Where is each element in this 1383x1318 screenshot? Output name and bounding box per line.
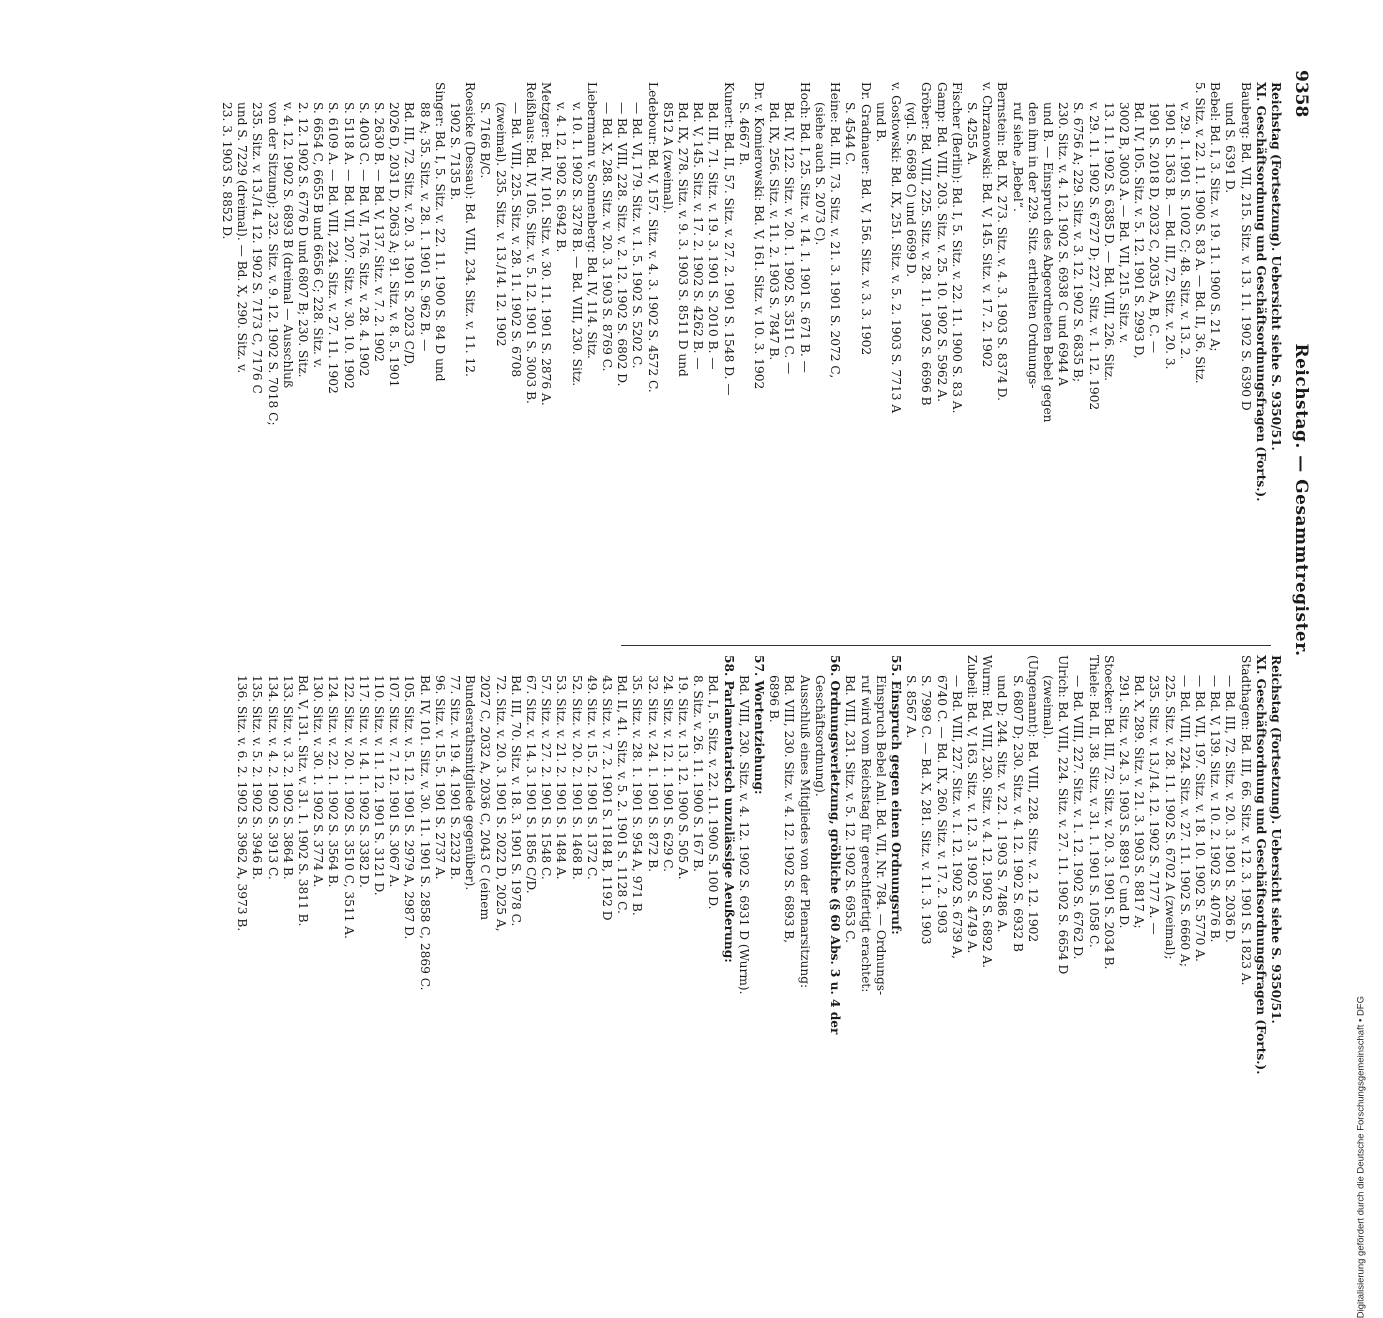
text-line: Bernstein: Bd. IX, 273. Sitz. v. 4. 3. 1903 S. 8374 D. <box>995 82 1010 401</box>
text-line: S. 6807 D; 230. Sitz. v. 4. 12. 1902 S. 6932 B <box>1010 675 1025 952</box>
text-line: 8. Sitz. v. 26. 11. 1900 S. 167 B. <box>691 675 706 873</box>
text-line: — Bd. VIII, 227. Sitz. v. 1. 12. 1902 S. 6739 A, <box>949 675 964 959</box>
text-line: Dr. Gradnauer: Bd. V, 156. Sitz. v. 3. 3. 1902 <box>858 82 873 356</box>
text-line: S. 4667 B. <box>736 102 751 166</box>
text-line: Bebel: Bd. I, 3. Sitz. v. 19. 11. 1900 S. 21 A; <box>1208 82 1223 352</box>
text-line: Bd. V, 131. Sitz. v. 31. 1. 1902 S. 3811 B. <box>296 675 310 927</box>
text-line: 72. Sitz. v. 20. 3. 1901 S. 2022 D, 2025 A, <box>493 675 508 932</box>
text-line: Bd. V, 145. Sitz. v. 17. 2. 1902 S. 4262 B. — <box>691 102 706 370</box>
text-line: 58. Parlamentarisch unzulässige Aeußerung: <box>721 655 736 963</box>
text-line: Bd. IV, 122. Sitz. v. 20. 1. 1902 S. 3511 C. — <box>782 102 797 375</box>
text-line: Bd. III, 71. Sitz. v. 19. 3. 1901 S. 2010 B. — <box>706 102 721 370</box>
text-line: S. 4003 C. — Bd. VI, 176. Sitz. v. 28. 4. 1902 <box>356 102 371 377</box>
text-line: 107. Sitz. v. 7. 12. 1901 S. 3067 A. <box>387 675 402 888</box>
text-line: S. 6654 C, 6655 B und 6656 C; 228. Sitz. v. <box>311 102 326 369</box>
text-line: Wurm: Bd. VIII, 230. Sitz. v. 4. 12. 1902 S. 6892 A. <box>980 655 995 969</box>
text-line: Ausschluß eines Mitgliedes von der Plenarsitzung: <box>797 675 812 989</box>
text-line: 6896 B. <box>767 675 782 723</box>
text-line: 55. Einspruch gegen einen Ordnungsruf: <box>888 655 903 935</box>
text-line: S. 7166 B/C. <box>478 102 493 179</box>
text-line: 43. Sitz. v. 7. 2. 1901 S. 1184 B, 1192 D <box>600 675 615 921</box>
text-line: Gamp: Bd. VIII, 203. Sitz. v. 25. 10. 1902 S. 5962 A. <box>934 82 949 402</box>
text-line: Reißhaus: Bd. IV, 105. Sitz. v. 5. 12. 1901 S. 3003 B. <box>524 82 539 404</box>
text-line: Einspruch Bebel Anl. Bd. VII, Nr. 784. — Ordnungs- <box>873 675 888 996</box>
text-line: Thiele: Bd. II, 38. Sitz. v. 31. 1. 1901 S. 1058 C. <box>1086 655 1101 948</box>
text-line: 135. Sitz. v. 5. 2. 1902 S. 3946 B. <box>250 675 265 880</box>
text-line: — Bd. VIII, 228. Sitz. v. 2. 12. 1902 S. 6802 D. <box>615 102 630 387</box>
text-line: 53. Sitz. v. 21. 2. 1901 S. 1484 A. <box>554 675 569 880</box>
text-line: von der Sitzung); 232. Sitz. v. 9. 12. 1902 S. 7018 C; <box>265 102 280 426</box>
text-line: 24. Sitz. v. 12. 1. 1901 S. 629 C. <box>660 675 675 872</box>
text-line: 32. Sitz. v. 24. 1. 1901 S. 872 B. <box>645 675 660 873</box>
dfg-footer: Digitalisierung gefördert durch die Deutsche Forschungsgemeinschaft • DFG <box>1355 996 1366 1318</box>
text-line: 291. Sitz. v. 24. 3. 1903 S. 8891 C und D. <box>1116 675 1131 929</box>
text-line: und S. 7229 (dreimal). — Bd. X, 290. Sitz. v. <box>235 102 250 374</box>
text-line: S. 8567 A. <box>904 675 919 739</box>
text-line: v. 29. 1. 1901 S. 1002 C; 48. Sitz. v. 13. 2. <box>1177 102 1192 360</box>
text-line: 57. Sitz. v. 27. 2. 1901 S. 1548 C. <box>539 675 554 880</box>
text-line: 49. Sitz. v. 15. 2. 1901 S. 1372 C. <box>584 675 599 880</box>
text-line: und B. <box>873 102 888 143</box>
text-line: 2026 D, 2031 D, 2063 A; 91. Sitz. v. 8. 5. 1901 <box>387 102 402 388</box>
text-line: den ihm in der 229. Sitz. ertheilten Ordnungs- <box>1025 102 1040 389</box>
text-line: Zubeil: Bd. V, 163. Sitz. v. 12. 3. 1902 S. 4749 A. <box>964 655 979 954</box>
text-line: 1901 S. 1363 B. — Bd. III, 72. Sitz. v. 20. 3. <box>1162 102 1177 370</box>
text-line: (Ungenannt): Bd. VIII, 228. Sitz. v. 2. 12. 1902 <box>1025 655 1040 943</box>
text-line: (zweimal). <box>1040 675 1055 740</box>
text-line: Fischer (Berlin): Bd. I, 5. Sitz. v. 22. 11. 1900 S. 83 A. <box>949 82 964 414</box>
text-line: Reichstag (Fortsetzung). Uebersicht siehe S. 9350/51. <box>1269 82 1283 451</box>
text-line: Bd. I, 5. Sitz. v. 22. 11. 1900 S. 100 D. <box>706 675 721 910</box>
text-line: Bd. II, 41. Sitz. v. 5. 2. 1901 S. 1128 C. <box>615 675 630 914</box>
text-line: Bd. IX, 278. Sitz. v. 9. 3. 1903 S. 8511 D und <box>676 102 691 377</box>
column-divider <box>621 645 1271 646</box>
text-line: Bd. IV, 101. Sitz. v. 30. 11. 1901 S. 2858 C, 2869 C. <box>417 675 432 991</box>
text-line: v. 29. 11. 1902 S. 6727 D; 227. Sitz. v. 1. 12. 1902 <box>1086 102 1101 411</box>
text-line: 6740 C. — Bd. IX, 260. Sitz. v. 17. 2. 1903 <box>934 675 949 934</box>
text-line: v. Chrzanowski: Bd. V, 145. Sitz. v. 17. 2. 1902 <box>980 82 995 368</box>
text-line: XI. Geschäftsordnung und Geschäftsordnungsfragen (Forts.). <box>1253 655 1268 1075</box>
text-line: — Bd. VIII, 227. Sitz. v. 1. 12. 1902 S. 6762 D. <box>1071 675 1086 960</box>
text-line: Ledebour: Bd. V, 157. Sitz. v. 4. 3. 1902 S. 4572 C. <box>645 82 660 393</box>
text-line: Ulrich: Bd. VIII, 224. Sitz. v. 27. 11. 1902 S. 6654 D <box>1056 655 1071 975</box>
text-line: 2. 12. 1902 S. 6776 D und 6807 B; 230. Sitz. <box>296 102 310 378</box>
left-column <box>219 82 1283 637</box>
text-line: Heine: Bd. III, 73. Sitz. v. 21. 3. 1901 S. 2072 C, <box>828 82 843 379</box>
text-line: und S. 6391 D. <box>1223 102 1238 194</box>
text-line: 96. Sitz. v. 15. 5. 1901 S. 2737 A. <box>432 675 447 880</box>
text-line: 133. Sitz. v. 3. 2. 1902 S. 3864 B. <box>280 675 295 880</box>
text-line: und D; 244. Sitz. v. 22. 1. 1903 S. 7486 A. <box>995 675 1010 933</box>
text-line: Gröber: Bd. VIII, 225. Sitz. v. 28. 11. 1902 S. 6696 B <box>919 82 934 406</box>
text-line: 8512 A (zweimal). <box>660 102 675 214</box>
text-line: 1901 S. 2018 D, 2032 C, 2035 A, B, C. — <box>1147 102 1162 354</box>
text-line: Roesicke (Dessau): Bd. VIII, 234. Sitz. v. 11. 12. <box>463 82 478 377</box>
text-line: Stadthagen: Bd. III, 66. Sitz. v. 12. 3. 1901 S. 1823 A. <box>1238 655 1253 986</box>
text-line: (siehe auch S. 2073 C). <box>812 102 827 246</box>
text-line: 19. Sitz. v. 13. 12. 1900 S. 505 A. <box>676 675 691 880</box>
text-line: 57. Wortentziehung: <box>752 655 767 795</box>
text-line: Metzger: Bd. IV, 101. Sitz. v. 30. 11. 1901 S. 2876 A. <box>539 82 554 406</box>
text-line: und B. — Einspruch des Abgeordneten Bebel gegen <box>1040 102 1055 423</box>
text-line: Singer: Bd. I, 5. Sitz. v. 22. 11. 1900 S. 84 D und <box>432 82 447 382</box>
right-column <box>234 655 1283 1235</box>
text-line: 3002 B, 3003 A. — Bd. VII, 215. Sitz. v. <box>1116 102 1131 344</box>
text-line: Reichstag (Fortsetzung). Uebersicht siehe S. 9350/51. <box>1269 655 1283 1024</box>
text-line: S. 6109 A. — Bd. VIII, 224. Sitz. v. 27. 11. 1902 <box>326 102 341 394</box>
text-line: 130. Sitz. v. 30. 1. 1902 S. 3774 A. <box>311 675 326 888</box>
text-line: — Bd. VIII, 225. Sitz. v. 28. 11. 1902 S. 6708 <box>508 102 523 378</box>
text-line: Hoch: Bd. I, 25. Sitz. v. 14. 1. 1901 S. 671 B. — <box>797 82 812 373</box>
text-line: 2027 C, 2032 A, 2036 C, 2043 C (einem <box>478 675 493 921</box>
text-line: S. 4255 A. <box>964 102 979 166</box>
text-line: Liebermann v. Sonnenberg: Bd. IV, 114. Sitz. <box>584 82 599 359</box>
text-line: v. 4. 12. 1902 S. 6942 B. <box>554 102 569 253</box>
text-line: 77. Sitz. v. 19. 4. 1901 S. 2232 B. <box>448 675 463 880</box>
text-line: — Bd. VII, 197. Sitz. v. 18. 10. 1902 S. 5770 A. <box>1192 675 1207 962</box>
text-line: — Bd. III, 72. Sitz. v. 20. 3. 1901 S. 2036 D. <box>1223 675 1238 943</box>
text-line: S. 6756 A; 229. Sitz. v. 3. 12. 1902 S. 6835 B; <box>1071 102 1086 383</box>
text-line: 124. Sitz. v. 22. 1. 1902 S. 3564 B. <box>326 675 341 888</box>
text-line: 134. Sitz. v. 4. 2. 1902 S. 3913 C. <box>265 675 280 880</box>
text-line: Bd. VIII, 230. Sitz. v. 4. 12. 1902 S. 6931 D (Wurm). <box>736 675 751 995</box>
text-line: 122. Sitz. v. 20. 1. 1902 S. 3510 C, 3511 A. <box>341 675 356 939</box>
text-line: Bd. IV, 105. Sitz. v. 5. 12. 1901 S. 2993 D, <box>1132 102 1147 359</box>
text-line: — Bd. VI, 179. Sitz. v. 1. 5. 1902 S. 5202 C. <box>630 102 645 369</box>
text-line: XI. Geschäftsordnung und Geschäftsordnungsfragen (Forts.). <box>1253 82 1268 502</box>
text-line: v. 4. 12. 1902 S. 6893 B (dreimal — Ausschluß <box>280 102 295 389</box>
text-line: (vgl. S. 6698 C) und 6699 D. <box>904 102 919 278</box>
text-line: (zweimal). 235. Sitz. v. 13./14. 12. 1902 <box>493 102 508 347</box>
text-line: Bd. VIII, 230. Sitz. v. 4. 12. 1902 S. 6893 B, <box>782 675 797 944</box>
text-line: — Bd. V, 139. Sitz. v. 10. 2. 1902 S. 4076 B. <box>1208 675 1223 943</box>
text-line: 117. Sitz. v. 14. 1. 1902 S. 3382 D. <box>356 675 371 888</box>
text-line: 136. Sitz. v. 6. 2. 1902 S. 3962 A, 3973 B. <box>235 675 250 932</box>
text-line: ruf wird vom Reichstag für gerechtfertigt erachtet: <box>858 675 873 993</box>
text-line: Bd. IX, 256. Sitz. v. 11. 2. 1903 S. 7847 B. <box>767 102 782 361</box>
text-line: ruf siehe „Bebel“. <box>1010 102 1025 212</box>
text-line: 23. 3. 1903 S. 8852 D. <box>219 102 234 240</box>
text-line: Geschäftsordnung). <box>812 675 827 797</box>
text-line: v. 10. 1. 1902 S. 3278 B. — Bd. VIII, 230. Sitz. <box>569 102 584 387</box>
text-line: 56. Ordnungsverletzung, gröbliche (§ 60 Abs. 3 u. 4 der <box>828 655 843 1035</box>
text-line: S. 2630 B. — Bd. V, 137. Sitz. v. 7. 2. 1902 <box>372 102 387 362</box>
text-line: Bd. III, 70. Sitz. v. 18. 3. 1901 S. 1978 C. <box>508 675 523 927</box>
text-line: — Bd. VIII, 224. Sitz. v. 27. 11. 1902 S. 6660 A; <box>1177 675 1192 967</box>
text-line: 235. Sitz. v. 13./14. 12. 1902 S. 7173 C, 7176 C <box>250 102 265 394</box>
text-line: Dr. v. Komierowski: Bd. V, 161. Sitz. v. 10. 3. 1902 <box>752 82 767 390</box>
text-line: 88 A; 35. Sitz. v. 28. 1. 1901 S. 962 B. — <box>417 102 432 352</box>
text-line: Bundesrathsmitgliede gegenüber). <box>463 675 478 891</box>
text-line: 105. Sitz. v. 5. 12. 1901 S. 2979 A, 2987 D. <box>402 675 417 940</box>
text-line: 52. Sitz. v. 20. 2. 1901 S. 1468 B. <box>569 675 584 880</box>
text-line: S. 5118 A. — Bd. VII, 207. Sitz. v. 30. 10. 1902 <box>341 102 356 389</box>
text-line: — Bd. X, 288. Sitz. v. 20. 3. 1903 S. 8769 C. <box>600 102 615 372</box>
text-line: Bd. VIII, 231. Sitz. v. 5. 12. 1902 S. 6953 C. <box>843 675 858 943</box>
text-line: v. Gostowski: Bd. IX, 251. Sitz. v. 5. 2. 1903 S. 7713 A <box>888 82 903 414</box>
text-line: 13. 11. 1902 S. 6385 D. — Bd. VIII, 226. Sitz. <box>1101 102 1116 382</box>
text-line: 35. Sitz. v. 28. 1. 1901 S. 954 A, 971 B. <box>630 675 645 916</box>
text-line: 1902 S. 7135 B. <box>448 102 463 201</box>
text-line: Kunert: Bd. II, 57. Sitz. v. 27. 2. 1901 S. 1548 D. — <box>721 82 736 396</box>
text-line: Stoecker: Bd. III, 72. Sitz. v. 20. 3. 1901 S. 2034 B. <box>1101 655 1116 970</box>
text-line: Bauberg: Bd. VII, 215. Sitz. v. 13. 11. 1902 S. 6390 D <box>1238 82 1253 411</box>
text-line: 67. Sitz. v. 14. 3. 1901 S. 1856 C/D. <box>524 675 539 894</box>
text-line: 5. Sitz. v. 22. 11. 1900 S. 83 A. — Bd. II, 36. Sitz. <box>1192 82 1207 384</box>
text-line: S. 7989 C. — Bd. X, 281. Sitz. v. 11. 3. 1903 <box>919 675 934 945</box>
text-line: 225. Sitz. v. 28. 11. 1902 S. 6702 A (zweimal); <box>1162 675 1177 960</box>
text-line: 230. Sitz. v. 4. 12. 1902 S. 6938 C und 6944 A <box>1056 102 1071 386</box>
text-line: 110. Sitz. v. 11. 12. 1901 S. 3121 D. <box>372 675 387 896</box>
text-line: Bd. X, 289. Sitz. v. 21. 3. 1903 S. 8817 A; <box>1132 675 1147 929</box>
text-line: S. 4544 C. <box>843 102 858 166</box>
text-line: Bd. III, 72. Sitz. v. 20. 3. 1901 S. 2023 C/D, <box>402 102 417 368</box>
text-line: 235. Sitz. v. 13./14. 12. 1902 S. 7177 A. — <box>1147 675 1162 935</box>
running-head: Reichstag. — Gesammtregister. <box>1291 343 1311 657</box>
page-number: 9358 <box>1291 70 1311 118</box>
